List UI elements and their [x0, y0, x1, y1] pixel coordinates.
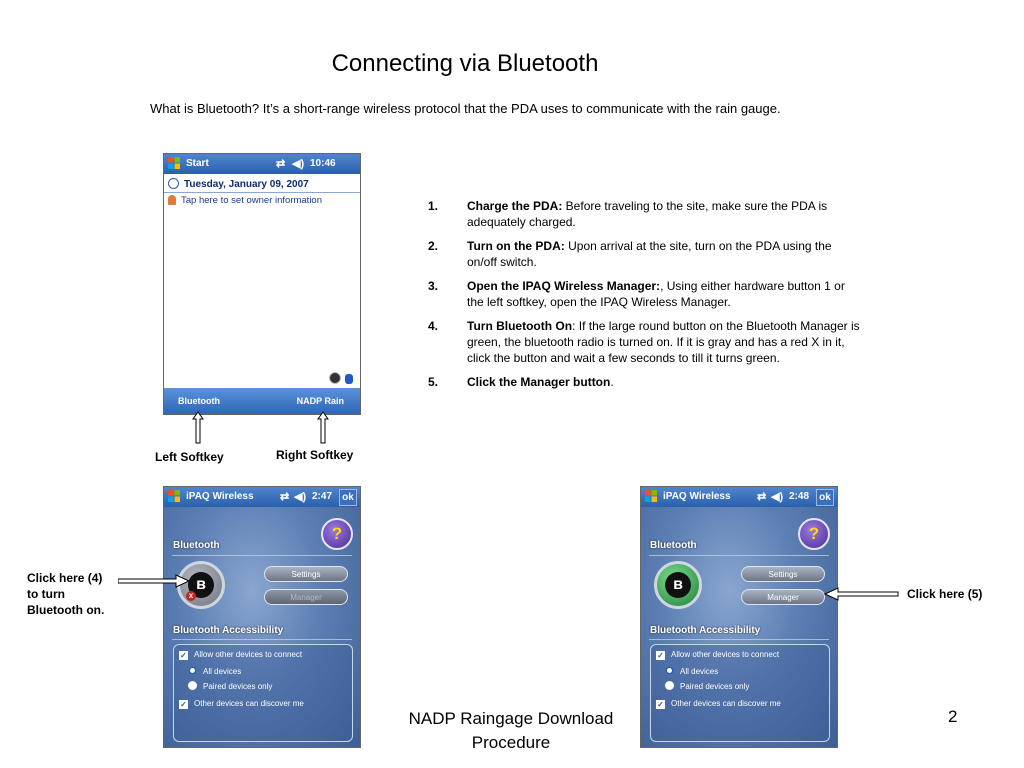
- accessibility-section-heading: Bluetooth Accessibility: [173, 625, 284, 636]
- all-devices-radio[interactable]: [188, 666, 197, 675]
- help-button[interactable]: ?: [321, 518, 353, 550]
- section-divider: [649, 639, 829, 640]
- step-heading: Turn Bluetooth On: [467, 319, 573, 333]
- allow-connect-checkbox[interactable]: ✓: [657, 651, 664, 660]
- footer-line1: NADP Raingage Download: [408, 709, 614, 728]
- paired-only-label: Paired devices only: [203, 682, 273, 691]
- all-devices-option[interactable]: [188, 666, 241, 676]
- volume-icon[interactable]: ◀): [294, 491, 307, 503]
- wireless-screen-left: [163, 486, 361, 748]
- click-here-4-label: [27, 570, 104, 618]
- step-number: 4.: [428, 319, 439, 333]
- step-item: [428, 238, 860, 270]
- section-divider: [172, 639, 352, 640]
- allow-connect-label: Allow other devices to connect: [194, 650, 303, 659]
- all-devices-radio[interactable]: [665, 666, 674, 675]
- paired-only-option[interactable]: [665, 681, 749, 691]
- help-button[interactable]: ?: [798, 518, 830, 550]
- step-heading: Click the Manager button: [467, 375, 611, 389]
- discoverable-option[interactable]: [179, 699, 304, 709]
- ok-button[interactable]: ok: [816, 489, 834, 506]
- settings-button[interactable]: Settings: [741, 566, 825, 582]
- manager-button[interactable]: Manager: [741, 589, 825, 605]
- step-heading: Open the IPAQ Wireless Manager:: [467, 279, 661, 293]
- step-text: : If the large round button on the Bluetooth Manager is green, the bluetooth radio is turned on. If it is gray and has a red X in it, click the button and wait a few seconds to till it turns green.: [467, 319, 860, 365]
- step-heading: Turn on the PDA:: [467, 239, 565, 253]
- page-number: 2: [948, 707, 958, 726]
- pointer-arrow-5: [824, 587, 900, 601]
- person-icon: [168, 195, 176, 205]
- bluetooth-section-heading: Bluetooth: [173, 540, 220, 551]
- step-item: [428, 198, 860, 230]
- paired-only-radio[interactable]: [665, 681, 674, 690]
- connectivity-icon[interactable]: ⇄: [276, 158, 286, 170]
- right-softkey-label: Right Softkey: [276, 448, 354, 462]
- today-app-title[interactable]: Start: [186, 158, 209, 169]
- volume-icon[interactable]: ◀): [292, 158, 305, 170]
- all-devices-label: All devices: [680, 667, 719, 676]
- click-here-4-line2: to turn: [27, 587, 65, 601]
- step-item: [428, 374, 860, 390]
- allow-connect-checkbox[interactable]: ✓: [180, 651, 187, 660]
- wireless-left-title[interactable]: iPAQ Wireless: [186, 491, 254, 502]
- wireless-left-time[interactable]: 2:47: [312, 491, 333, 502]
- today-taskbar: [164, 154, 360, 174]
- step-number: 2.: [428, 239, 439, 253]
- paired-only-label: Paired devices only: [680, 682, 750, 691]
- settings-button[interactable]: Settings: [264, 566, 348, 582]
- clock-icon: [168, 178, 179, 189]
- today-separator: [164, 192, 360, 193]
- right-softkey-arrow: [318, 412, 328, 443]
- click-here-4-line3: Bluetooth on.: [27, 603, 105, 617]
- bluetooth-tray-icon[interactable]: [345, 374, 353, 384]
- bluetooth-icon: ʙ: [188, 572, 214, 598]
- wireless-right-time[interactable]: 2:48: [789, 491, 810, 502]
- wireless-right-taskbar: [641, 487, 837, 507]
- step-heading: Charge the PDA:: [467, 199, 563, 213]
- today-body: [164, 174, 360, 388]
- step-text: .: [610, 375, 614, 389]
- red-x-icon: x: [186, 591, 196, 601]
- step-item: [428, 318, 860, 366]
- wireless-left-body: [164, 507, 360, 747]
- owner-info-row[interactable]: [168, 195, 322, 206]
- paired-only-option[interactable]: [188, 681, 272, 691]
- today-screen: [163, 153, 361, 415]
- all-devices-option[interactable]: [665, 666, 718, 676]
- bluetooth-section-heading: Bluetooth: [650, 540, 697, 551]
- all-devices-label: All devices: [203, 667, 242, 676]
- discoverable-option[interactable]: [656, 699, 781, 709]
- wireless-screen-right: [640, 486, 838, 748]
- connectivity-icon[interactable]: ⇄: [757, 491, 767, 503]
- step-text: , Using either hardware button 1 or the left softkey, open the IPAQ Wireless Manager.: [467, 279, 845, 309]
- step-number: 1.: [428, 199, 439, 213]
- wireless-left-taskbar: [164, 487, 360, 507]
- ok-button[interactable]: ok: [339, 489, 357, 506]
- allow-connect-option[interactable]: [179, 650, 302, 660]
- left-softkey-button[interactable]: Bluetooth: [178, 396, 220, 406]
- pointer-arrow-4: [118, 574, 190, 588]
- section-divider: [649, 555, 829, 556]
- wireless-right-body: [641, 507, 837, 747]
- page-title: Connecting via Bluetooth: [331, 50, 599, 77]
- left-softkey-label: Left Softkey: [155, 450, 224, 464]
- click-here-5-label: Click here (5): [907, 587, 983, 601]
- manager-button[interactable]: Manager: [264, 589, 348, 605]
- discoverable-checkbox[interactable]: ✓: [657, 700, 664, 709]
- connectivity-icon[interactable]: ⇄: [280, 491, 290, 503]
- discoverable-label: Other devices can discover me: [671, 699, 781, 708]
- volume-icon[interactable]: ◀): [771, 491, 784, 503]
- owner-info-text: Tap here to set owner information: [181, 195, 322, 206]
- left-softkey-arrow: [193, 412, 203, 443]
- bluetooth-toggle-button[interactable]: [654, 561, 702, 609]
- tray-app-icon[interactable]: [329, 372, 341, 384]
- bluetooth-icon: ʙ: [665, 572, 691, 598]
- today-date: Tuesday, January 09, 2007: [184, 179, 309, 190]
- footer-title: [380, 707, 642, 755]
- step-number: 5.: [428, 375, 439, 389]
- step-item: [428, 278, 860, 310]
- steps-list: [428, 198, 860, 398]
- allow-connect-label: Allow other devices to connect: [671, 650, 780, 659]
- softkey-pointer-arrows: [185, 410, 335, 446]
- click-here-4-line1: Click here (4): [27, 571, 103, 585]
- step-text: Upon arrival at the site, turn on the PDA using the on/off switch.: [467, 239, 832, 269]
- page-subtitle: What is Bluetooth? It’s a short-range wireless protocol that the PDA uses to communicate with the rain gauge.: [150, 101, 781, 116]
- footer-line2: Procedure: [471, 733, 551, 752]
- section-divider: [172, 555, 352, 556]
- today-date-row[interactable]: [168, 178, 309, 190]
- wireless-right-title[interactable]: iPAQ Wireless: [663, 491, 731, 502]
- allow-connect-option[interactable]: [656, 650, 779, 660]
- discoverable-label: Other devices can discover me: [194, 699, 304, 708]
- step-text: Before traveling to the site, make sure the PDA is adequately charged.: [467, 199, 828, 229]
- step-number: 3.: [428, 279, 439, 293]
- discoverable-checkbox[interactable]: ✓: [180, 700, 187, 709]
- accessibility-section-heading: Bluetooth Accessibility: [650, 625, 761, 636]
- windows-flag-icon[interactable]: [167, 156, 181, 170]
- windows-flag-icon[interactable]: [167, 489, 181, 503]
- today-time[interactable]: 10:46: [310, 158, 336, 169]
- paired-only-radio[interactable]: [188, 681, 197, 690]
- right-softkey-button[interactable]: NADP Rain: [296, 396, 344, 406]
- windows-flag-icon[interactable]: [644, 489, 658, 503]
